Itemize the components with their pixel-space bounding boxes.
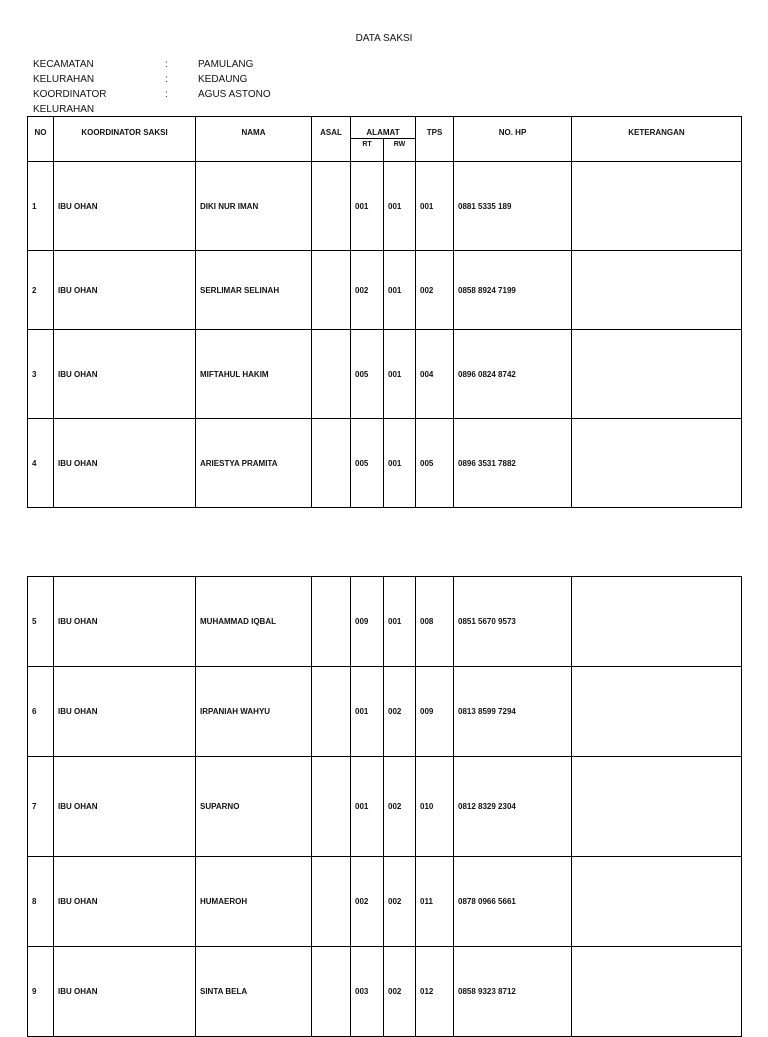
cell-no: 7 [28, 757, 54, 857]
cell-rw: 002 [384, 947, 416, 1037]
cell-hp: 0813 8599 7294 [454, 667, 572, 757]
header-asal: ASAL [312, 117, 351, 162]
table-row [28, 577, 742, 667]
cell-tps: 005 [416, 419, 454, 508]
cell-nama: IRPANIAH WAHYU [196, 667, 312, 757]
header-tps: TPS [416, 117, 454, 162]
cell-rt: 002 [351, 857, 384, 947]
cell-hp: 0851 5670 9573 [454, 577, 572, 667]
table-row [28, 330, 742, 419]
table-row [28, 667, 742, 757]
cell-tps: 004 [416, 330, 454, 419]
cell-no: 6 [28, 667, 54, 757]
meta-colon: : [165, 59, 168, 70]
cell-nama: DIKI NUR IMAN [196, 162, 312, 251]
saksi-table-1 [27, 116, 742, 508]
cell-no: 4 [28, 419, 54, 508]
cell-hp: 0858 9323 8712 [454, 947, 572, 1037]
cell-no: 5 [28, 577, 54, 667]
cell-koordinator: IBU OHAN [54, 667, 196, 757]
cell-no: 9 [28, 947, 54, 1037]
cell-nama: SERLIMAR SELINAH [196, 251, 312, 330]
meta-row-kelurahan [33, 72, 271, 87]
cell-nama: SINTA BELA [196, 947, 312, 1037]
cell-keterangan [572, 419, 742, 508]
cell-rw: 002 [384, 667, 416, 757]
cell-rt: 001 [351, 667, 384, 757]
meta-label: KECAMATAN [33, 59, 94, 70]
cell-hp: 0881 5335 189 [454, 162, 572, 251]
cell-no: 3 [28, 330, 54, 419]
header-nama: NAMA [196, 117, 312, 162]
cell-keterangan [572, 667, 742, 757]
meta-value: KEDAUNG [198, 74, 248, 85]
cell-tps: 008 [416, 577, 454, 667]
cell-nama: HUMAEROH [196, 857, 312, 947]
cell-hp: 0896 3531 7882 [454, 419, 572, 508]
cell-asal [312, 857, 351, 947]
cell-rt: 001 [351, 162, 384, 251]
cell-keterangan [572, 857, 742, 947]
table-row [28, 947, 742, 1037]
cell-tps: 011 [416, 857, 454, 947]
cell-hp: 0858 8924 7199 [454, 251, 572, 330]
cell-rt: 005 [351, 330, 384, 419]
header-koordinator: KOORDINATOR SAKSI [54, 117, 196, 162]
header-hp: NO. HP [454, 117, 572, 162]
cell-tps: 001 [416, 162, 454, 251]
document-title: DATA SAKSI [355, 33, 413, 44]
meta-value: AGUS ASTONO [198, 89, 271, 100]
cell-nama: MIFTAHUL HAKIM [196, 330, 312, 419]
header-rw: RW [384, 139, 416, 162]
cell-asal [312, 947, 351, 1037]
cell-keterangan [572, 947, 742, 1037]
cell-keterangan [572, 330, 742, 419]
cell-asal [312, 419, 351, 508]
cell-rw: 001 [384, 162, 416, 251]
table-row [28, 419, 742, 508]
cell-no: 2 [28, 251, 54, 330]
cell-koordinator: IBU OHAN [54, 330, 196, 419]
cell-koordinator: IBU OHAN [54, 757, 196, 857]
cell-rw: 001 [384, 330, 416, 419]
header-alamat: ALAMAT [351, 117, 416, 139]
cell-asal [312, 757, 351, 857]
meta-block [33, 57, 271, 117]
cell-rt: 001 [351, 757, 384, 857]
meta-label: KELURAHAN [33, 74, 95, 85]
cell-tps: 012 [416, 947, 454, 1037]
cell-tps: 009 [416, 667, 454, 757]
cell-keterangan [572, 251, 742, 330]
cell-rt: 005 [351, 419, 384, 508]
cell-koordinator: IBU OHAN [54, 251, 196, 330]
table-row [28, 857, 742, 947]
header-keterangan: KETERANGAN [572, 117, 742, 162]
meta-label: KOORDINATOR KELURAHAN [33, 89, 107, 115]
header-rt: RT [351, 139, 384, 162]
saksi-table-2 [27, 576, 742, 1037]
cell-no: 8 [28, 857, 54, 947]
cell-asal [312, 162, 351, 251]
meta-row-koordinator [33, 87, 271, 117]
cell-keterangan [572, 577, 742, 667]
cell-no: 1 [28, 162, 54, 251]
cell-asal [312, 251, 351, 330]
cell-rt: 002 [351, 251, 384, 330]
cell-rw: 001 [384, 251, 416, 330]
meta-value: PAMULANG [198, 59, 254, 70]
cell-rw: 002 [384, 857, 416, 947]
cell-keterangan [572, 162, 742, 251]
cell-nama: MUHAMMAD IQBAL [196, 577, 312, 667]
header-no: NO [28, 117, 54, 162]
meta-row-kecamatan [33, 57, 271, 72]
cell-hp: 0896 0824 8742 [454, 330, 572, 419]
cell-nama: SUPARNO [196, 757, 312, 857]
cell-nama: ARIESTYA PRAMITA [196, 419, 312, 508]
cell-hp: 0812 8329 2304 [454, 757, 572, 857]
table-row [28, 162, 742, 251]
cell-koordinator: IBU OHAN [54, 577, 196, 667]
cell-rt: 003 [351, 947, 384, 1037]
table-row [28, 251, 742, 330]
cell-tps: 010 [416, 757, 454, 857]
meta-colon: : [165, 89, 168, 100]
cell-koordinator: IBU OHAN [54, 857, 196, 947]
cell-rw: 002 [384, 757, 416, 857]
cell-asal [312, 330, 351, 419]
cell-tps: 002 [416, 251, 454, 330]
cell-koordinator: IBU OHAN [54, 419, 196, 508]
cell-keterangan [572, 757, 742, 857]
cell-asal [312, 577, 351, 667]
cell-koordinator: IBU OHAN [54, 947, 196, 1037]
cell-rw: 001 [384, 419, 416, 508]
table-row [28, 757, 742, 857]
cell-hp: 0878 0966 5661 [454, 857, 572, 947]
meta-colon: : [165, 74, 168, 85]
cell-koordinator: IBU OHAN [54, 162, 196, 251]
cell-asal [312, 667, 351, 757]
cell-rt: 009 [351, 577, 384, 667]
cell-rw: 001 [384, 577, 416, 667]
